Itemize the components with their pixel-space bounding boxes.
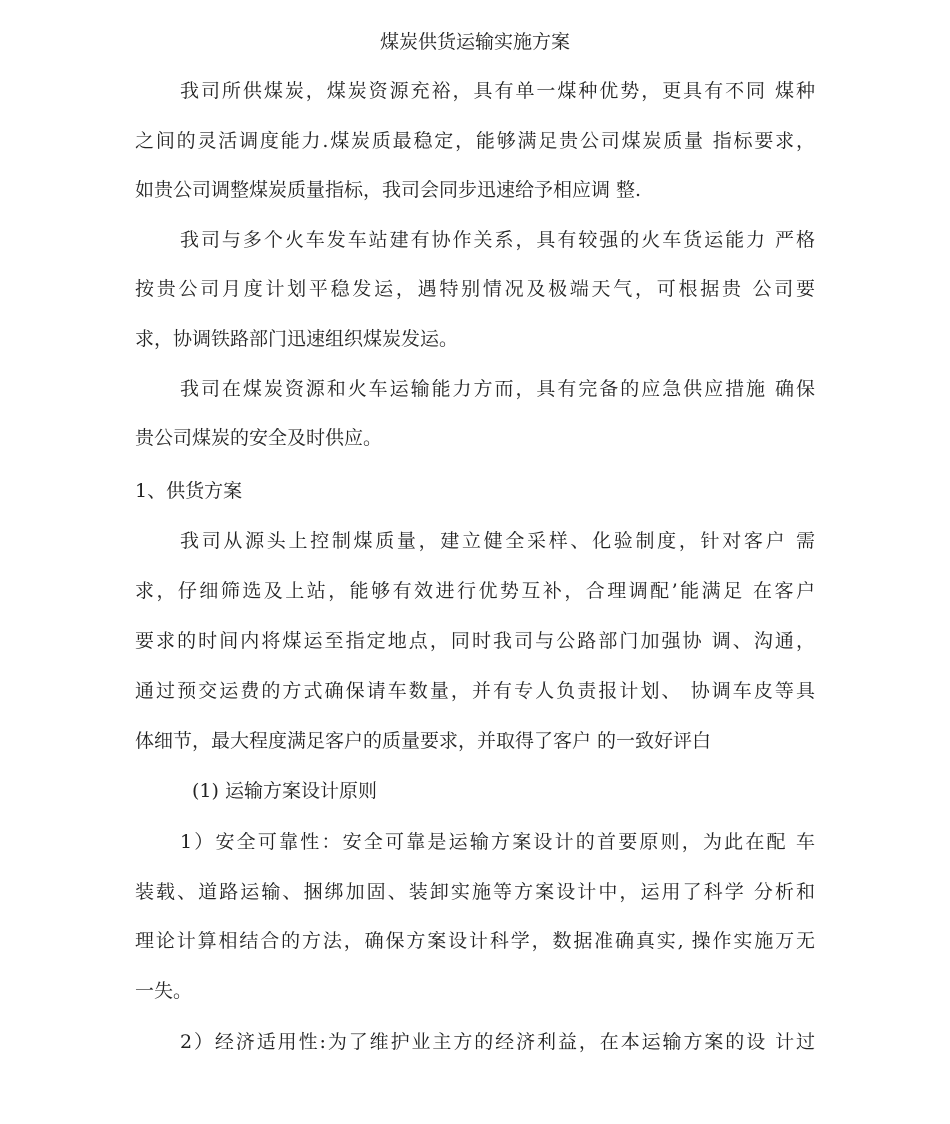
section-heading: 1、供货方案 — [135, 480, 243, 502]
subsection-heading: (1) 运输方案设计原则 — [192, 780, 377, 802]
paragraph-line: 理论计算相结合的方法，确保方案设计科学，数据准确真实, 操作实施万无 — [135, 930, 815, 952]
paragraph-line: 我司在煤炭资源和火车运输能力方而，具有完备的应急供应措施 确保 — [180, 378, 815, 400]
paragraph-line: 我司与多个火车发车站建有协作关系，具有较强的火车货运能力 严格 — [180, 229, 815, 251]
document-title: 煤炭供货运输实施方案 — [379, 31, 570, 53]
paragraph-line: 体细节，最大程度满足客户的质量要求，并取得了客户 的一致好评白 — [135, 730, 712, 752]
paragraph-line: 1）安全可靠性：安全可靠是运输方案设计的首要原则，为此在配 车 — [180, 831, 815, 853]
paragraph-line: 装载、道路运输、捆绑加固、装卸实施等方案设计中，运用了科学 分析和 — [135, 881, 815, 903]
paragraph-line: 求，协调铁路部门迅速组织煤炭发运。 — [135, 328, 459, 350]
paragraph-line: 通过预交运费的方式确保请车数量，并有专人负责报计划、 协调车皮等具 — [135, 680, 815, 702]
paragraph-line: 之间的灵活调度能力.煤炭质最稳定，能够满足贵公司煤炭质量 指标要求， — [135, 130, 815, 152]
paragraph-line: 如贵公司调整煤炭质量指标，我司会同步迅速给予相应调 整. — [135, 179, 642, 201]
paragraph-line: 要求的时间内将煤运至指定地点，同时我司与公路部门加强协 调、沟通， — [135, 630, 815, 652]
paragraph-line: 一失。 — [135, 980, 193, 1002]
paragraph-line: 贵公司煤炭的安全及时供应。 — [135, 427, 383, 449]
paragraph-line: 求，仔细筛选及上站，能够有效进行优势互补，合理调配’能满足 在客户 — [135, 580, 815, 602]
paragraph-line: 我司所供煤炭，煤炭资源充裕，具有单一煤种优势，更具有不同 煤种 — [180, 80, 815, 102]
paragraph-line: 我司从源头上控制煤质量，建立健全采样、化验制度，针对客户 需 — [180, 530, 815, 552]
paragraph-line: 按贵公司月度计划平稳发运，遇特别情况及极端天气，可根据贵 公司要 — [135, 278, 815, 300]
paragraph-line: 2）经济适用性:为了维护业主方的经济利益，在本运输方案的设 计过 — [180, 1031, 815, 1053]
